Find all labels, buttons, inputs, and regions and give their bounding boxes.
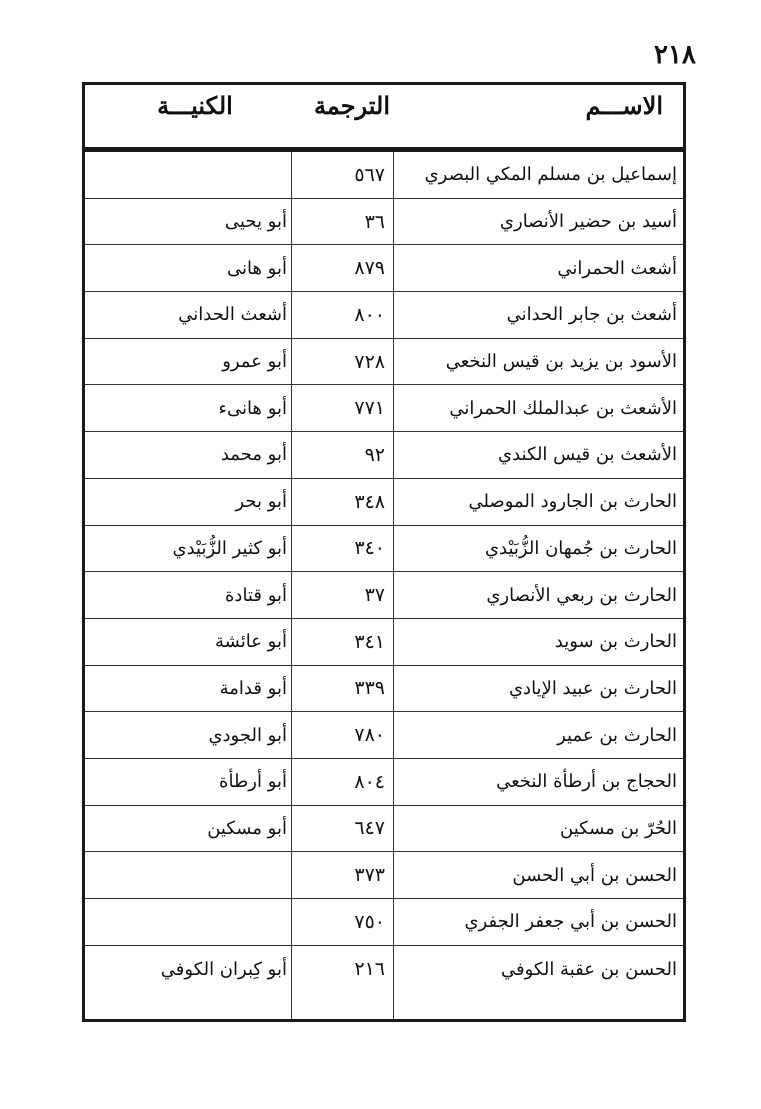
table-row — [85, 432, 683, 479]
cell-name: الحارث بن ربعي الأنصاري — [486, 584, 677, 606]
cell-kunya: أبو الجودي — [208, 724, 287, 746]
cell-kunya: أبو محمد — [220, 444, 287, 466]
cell-name: الأسود بن يزيد بن قيس النخعي — [445, 351, 677, 373]
cell-translation-number: ٧٥٠ — [354, 910, 385, 933]
cell-kunya: أبو كِبران الكوفي — [160, 958, 287, 980]
page-number: ٢١٨ — [654, 40, 696, 70]
cell-name: الحسن بن أبي الحسن — [512, 864, 677, 886]
cell-kunya: أبو هانىء — [218, 397, 287, 419]
index-table — [82, 82, 686, 1022]
cell-translation-number: ٥٦٧ — [354, 163, 385, 186]
table-row — [85, 479, 683, 526]
table-row — [85, 245, 683, 292]
header-translation: الترجمة — [313, 91, 391, 120]
cell-kunya: أبو أرطأة — [219, 771, 287, 793]
header-kunya: الكنيـــة — [157, 91, 233, 120]
cell-name: الحُرّ بن مسكين — [560, 817, 677, 839]
cell-translation-number: ٩٢ — [364, 443, 385, 466]
cell-translation-number: ٣٣٩ — [354, 677, 385, 700]
table-row — [85, 852, 683, 899]
cell-kunya: أبو قتادة — [225, 584, 287, 606]
cell-name: الأشعث بن عبدالملك الحمراني — [449, 397, 677, 419]
cell-name: الحارث بن جُمهان الزُّبَيْدي — [484, 537, 677, 559]
cell-translation-number: ٨٧٩ — [354, 257, 385, 280]
table-row — [85, 385, 683, 432]
cell-kunya — [85, 899, 291, 945]
cell-translation-number: ٣٦ — [364, 210, 385, 233]
cell-translation-number: ٣٤١ — [354, 630, 385, 653]
table-row — [85, 152, 683, 199]
cell-kunya: أبو قدامة — [219, 677, 287, 699]
cell-name: الحارث بن عمير — [557, 724, 677, 746]
table-row — [85, 806, 683, 853]
cell-name: الحارث بن عبيد الإيادي — [508, 677, 677, 699]
cell-kunya — [85, 852, 291, 898]
cell-name: أشعث بن جابر الحداني — [506, 304, 677, 326]
cell-name: الحسن بن عقبة الكوفي — [500, 958, 677, 980]
table-row — [85, 526, 683, 573]
table-row — [85, 199, 683, 246]
cell-name: الحسن بن أبي جعفر الجفري — [464, 911, 677, 933]
cell-translation-number: ٢١٦ — [354, 958, 385, 981]
cell-kunya: أبو بحر — [235, 491, 287, 513]
table-row — [85, 619, 683, 666]
table-body — [85, 152, 683, 992]
cell-translation-number: ٨٠٤ — [354, 770, 385, 793]
cell-translation-number: ٣٧٣ — [354, 864, 385, 887]
table-row — [85, 946, 683, 993]
cell-kunya: أشعث الحداني — [178, 304, 287, 326]
cell-kunya: أبو كثير الزُّبَيْدي — [172, 537, 287, 559]
cell-translation-number: ٧٢٨ — [354, 350, 385, 373]
cell-translation-number: ٧٧١ — [354, 397, 385, 420]
cell-kunya: أبو عمرو — [222, 351, 287, 373]
cell-translation-number: ٨٠٠ — [354, 303, 385, 326]
table-row — [85, 899, 683, 946]
cell-translation-number: ٦٤٧ — [354, 817, 385, 840]
cell-kunya: أبو مسكين — [207, 817, 287, 839]
cell-name: الحجاج بن أرطأة النخعي — [496, 771, 677, 793]
table-row — [85, 666, 683, 713]
table-header — [85, 85, 683, 152]
cell-name: الأشعث بن قيس الكندي — [498, 444, 677, 466]
table-row — [85, 712, 683, 759]
cell-translation-number: ٣٧ — [364, 584, 385, 607]
cell-translation-number: ٧٨٠ — [354, 724, 385, 747]
header-name: الاســـم — [585, 91, 663, 120]
cell-name: الحارث بن سويد — [554, 631, 677, 653]
cell-kunya: أبو هانى — [226, 257, 287, 279]
table-row — [85, 292, 683, 339]
table-row — [85, 759, 683, 806]
cell-name: أشعث الحمراني — [557, 257, 677, 279]
cell-kunya: أبو عائشة — [215, 631, 287, 653]
cell-name: إسماعيل بن مسلم المكي البصري — [424, 164, 677, 186]
cell-kunya: أبو يحيى — [224, 211, 287, 233]
table-row — [85, 339, 683, 386]
cell-name: الحارث بن الجارود الموصلي — [468, 491, 677, 513]
cell-kunya — [85, 152, 291, 198]
cell-translation-number: ٣٤٨ — [354, 490, 385, 513]
table-row — [85, 572, 683, 619]
cell-translation-number: ٣٤٠ — [354, 537, 385, 560]
cell-name: أسيد بن حضير الأنصاري — [499, 211, 677, 233]
